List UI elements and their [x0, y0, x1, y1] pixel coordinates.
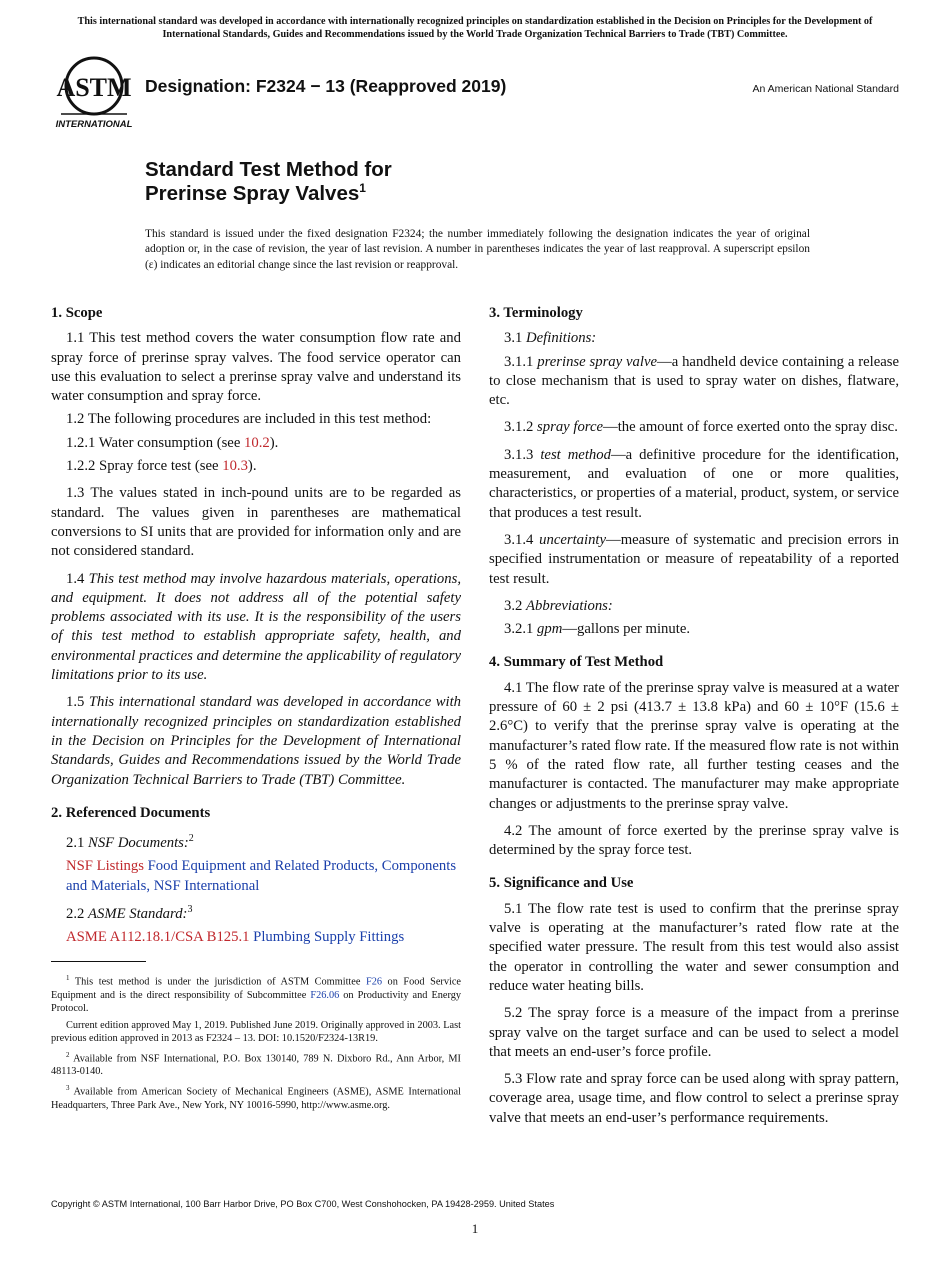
f26-06-link[interactable]: F26.06 [310, 989, 340, 1001]
significance-heading: 5. Significance and Use [489, 875, 634, 892]
para-1-1: 1.1 This test method covers the water consumption flow rate and spray force of prerinse spray valves. The food service operator can use this evaluation to select a prerinse spray valve and understand its water consumption and spray force. [51, 330, 461, 405]
asme-title-link[interactable]: Plumbing Supply Fittings [249, 929, 405, 946]
summary-heading: 4. Summary of Test Method [489, 654, 664, 671]
text: Available from American Society of Mechanical Engineers (ASME), ASME International Headquarters, Three Park Ave., New York, NY 10016-5990, http://www.asme.org. [51, 1086, 461, 1111]
astm-international-logo [53, 56, 135, 132]
para-number: 3.2.1 [504, 621, 538, 638]
footnote-2 [51, 1049, 461, 1078]
section-terminology [489, 304, 899, 639]
para-3-1-4 [489, 531, 899, 589]
para-5-2: 5.2 The spray force is a measure of the impact from a prerinse spray valve on the target surface and can be used to select a model that meets an end-user’s force profile. [489, 1005, 899, 1060]
label: Abbreviations: [526, 597, 613, 614]
fn-mark: 3 [66, 1084, 70, 1093]
para-number: 3.1.3 [504, 446, 541, 463]
top-notice: This international standard was developed in accordance with internationally recognized principles on standardization established in the Decision on Principles for the Development of International Standards, Guides and Recommendations issued by the World Trade Organization Technical Barriers to Trade (TBT) Committee. [77, 16, 873, 40]
fn-mark: 2 [66, 1050, 70, 1059]
footnote-1-edition: Current edition approved May 1, 2019. Published June 2019. Originally approved in 2003. Last previous edition approved in 2013 as F2324 – 13. DOI: 10.1520/F2324-13R19. [51, 1019, 461, 1044]
text: This test method is under the jurisdiction of ASTM Committee [74, 976, 366, 988]
text: 1.2.2 Spray force test (see [66, 458, 223, 475]
fn-mark: 1 [66, 974, 70, 983]
text: ). [247, 458, 257, 475]
para-3-2-1 [489, 620, 899, 639]
para-3-1-1 [489, 353, 899, 411]
para-1-2: 1.2 The following procedures are included in this test method: [66, 411, 432, 428]
text: 1.2.1 Water consumption (see [66, 434, 245, 451]
text: on Food Service Equipment and is the direct responsibility of Subcommittee [51, 976, 461, 1001]
link-10-2[interactable]: 10.2 [244, 434, 270, 451]
para-number: 3.1 [504, 330, 527, 347]
text: Available from NSF International, P.O. Box 130140, 789 N. Dixboro Rd., Ann Arbor, MI 48113-0140. [51, 1053, 461, 1078]
right-column [489, 304, 899, 1142]
para-number: 3.2 [504, 597, 527, 614]
para-1-2-2 [51, 457, 461, 476]
nsf-reference [51, 857, 461, 896]
definition: —the amount of force exerted onto the spray disc. [603, 419, 898, 436]
para-number: 2.1 [66, 835, 89, 852]
footnote-mark-3[interactable]: 3 [187, 903, 193, 915]
label: ASME Standard: [88, 905, 188, 922]
scope-heading: 1. Scope [51, 305, 103, 321]
para-number: 1.5 [66, 694, 89, 711]
para-5-1: 5.1 The flow rate test is used to confirm that the prerinse spray valve is operating at the manufacturer’s rated flow rate at the specified water pressure. The result from this test would also assist the operator in controlling the water and sewer consumption and reduce water heating bills. [489, 900, 899, 994]
wto-statement: This international standard was developed in accordance with internationally recognized principles on standardization established in the Decision on Principles for the Development of International Standards, Guides and Recommendations issued by the World Trade Organization Technical Barriers to Trade (TBT) Committee. [51, 694, 461, 788]
para-number: 3.1.4 [504, 531, 540, 548]
title-text: Prerinse Spray Valves [145, 182, 360, 205]
para-1-2-1 [51, 434, 461, 453]
title-line-2 [145, 182, 392, 206]
term: test method [540, 446, 611, 463]
para-1-3: 1.3 The values stated in inch-pound units are to be regarded as standard. The values given in parentheses are mathematical conversions to SI units that are provided for information only and are not considered standard. [51, 485, 461, 560]
safety-statement: This test method may involve hazardous materials, operations, and equipment. It does not address all of the potential safety problems associated with its use. It is the responsibility of the users of this test method to establish appropriate safety, health, and environmental practices and determine the applicability of regulatory limitations prior to its use. [51, 570, 461, 684]
term: spray force [537, 419, 603, 436]
para-2-2 [51, 900, 461, 924]
logo-caption: INTERNATIONAL [55, 119, 133, 130]
term: uncertainty [539, 531, 607, 548]
definition: —measure of systematic and precision errors in specified instrumentation or measure of repeatability of a reported test result. [489, 531, 900, 587]
para-1-4 [51, 570, 461, 686]
para-number: 1.4 [66, 570, 89, 587]
nsf-title-link[interactable]: Food Equipment and Related Products, Components and Materials, NSF International [66, 858, 457, 894]
para-number: 2.2 [66, 905, 89, 922]
text: ). [269, 434, 279, 451]
para-5-3: 5.3 Flow rate and spray force can be used along with spray pattern, coverage area, usage time, and flow control to select a prerinse spray valve that meets an end-user’s performance requirements. [489, 1071, 899, 1126]
footnote-1 [51, 972, 461, 1014]
asme-code-link[interactable]: ASME A112.18.1/CSA B125.1 [66, 929, 250, 946]
definition: —a definitive procedure for the identification, measurement, and evaluation of one or more qualities, characteristics, or properties of a material, product, system, or service that produces a test result. [489, 446, 899, 521]
preamble: This standard is issued under the fixed designation F2324; the number immediately following the designation indicates the year of original adoption or, in the case of revision, the year of last revision. A number in parentheses indicates the year of last reapproval. A superscript epsilon (ε) indicates an editorial change since the last revision or reapproval. [145, 228, 810, 271]
para-number: 3.1.2 [504, 419, 538, 436]
para-3-1-2 [489, 418, 899, 437]
footnotes [51, 972, 461, 1111]
logo-letters: ASTM [56, 73, 132, 102]
para-number: 3.1.1 [504, 353, 538, 370]
footnote-3 [51, 1082, 461, 1111]
label: NSF Documents: [88, 835, 189, 852]
definition: —a handheld device containing a release to close mechanism that is used to spray water on dishes, flatware, etc. [489, 353, 900, 409]
footnote-divider [51, 961, 146, 962]
term: prerinse spray valve [537, 353, 658, 370]
section-scope [51, 304, 461, 790]
section-referenced-documents [51, 804, 461, 948]
designation: Designation: F2324 − 13 (Reapproved 2019) [145, 76, 507, 96]
para-4-2: 4.2 The amount of force exerted by the prerinse spray valve is determined by the spray force test. [489, 822, 899, 859]
terminology-heading: 3. Terminology [489, 305, 583, 321]
f26-link[interactable]: F26 [365, 976, 383, 988]
para-4-1: 4.1 The flow rate of the prerinse spray valve is measured at a water pressure of 60 ± 2 psi (413.7 ± 13.8 kPa) and 60 ± 10°F (15.6 ± 2.6°C) to verify that the prerinse spray valve is operating at the manufacturer’s rated flow rate. If the measured flow rate is not within 5 % of the rated flow rate, all further testing ceases and the manufacturer is contacted. The manufacturer may make appropriate changes or adjustments to the prerinse spray valve. [489, 679, 900, 812]
footnote-mark-2[interactable]: 2 [188, 833, 194, 845]
page-number: 1 [471, 1221, 479, 1236]
para-3-2 [489, 597, 899, 616]
term: gpm [537, 621, 563, 638]
para-1-5 [51, 693, 461, 789]
nsf-listings-link[interactable]: NSF Listings [66, 858, 144, 875]
para-3-1 [489, 329, 899, 348]
para-3-1-3 [489, 446, 899, 523]
asme-reference [51, 928, 461, 947]
para-2-1 [51, 829, 461, 853]
left-column [51, 304, 461, 1116]
document-title [145, 158, 392, 206]
link-10-3[interactable]: 10.3 [222, 458, 248, 475]
section-summary [489, 653, 899, 860]
label: Definitions: [526, 330, 597, 347]
title-footnote-mark[interactable]: 1 [359, 181, 366, 196]
title-line-1: Standard Test Method for [145, 158, 392, 181]
copyright-line: Copyright © ASTM International, 100 Barr Harbor Drive, PO Box C700, West Conshohocken, PA 19428-2959. United States [51, 1199, 555, 1209]
section-significance [489, 874, 899, 1128]
text: on Productivity and Energy Protocol. [51, 989, 462, 1014]
definition: —gallons per minute. [562, 621, 691, 638]
referenced-heading: 2. Referenced Documents [51, 804, 211, 821]
national-standard-label: An American National Standard [752, 83, 899, 95]
